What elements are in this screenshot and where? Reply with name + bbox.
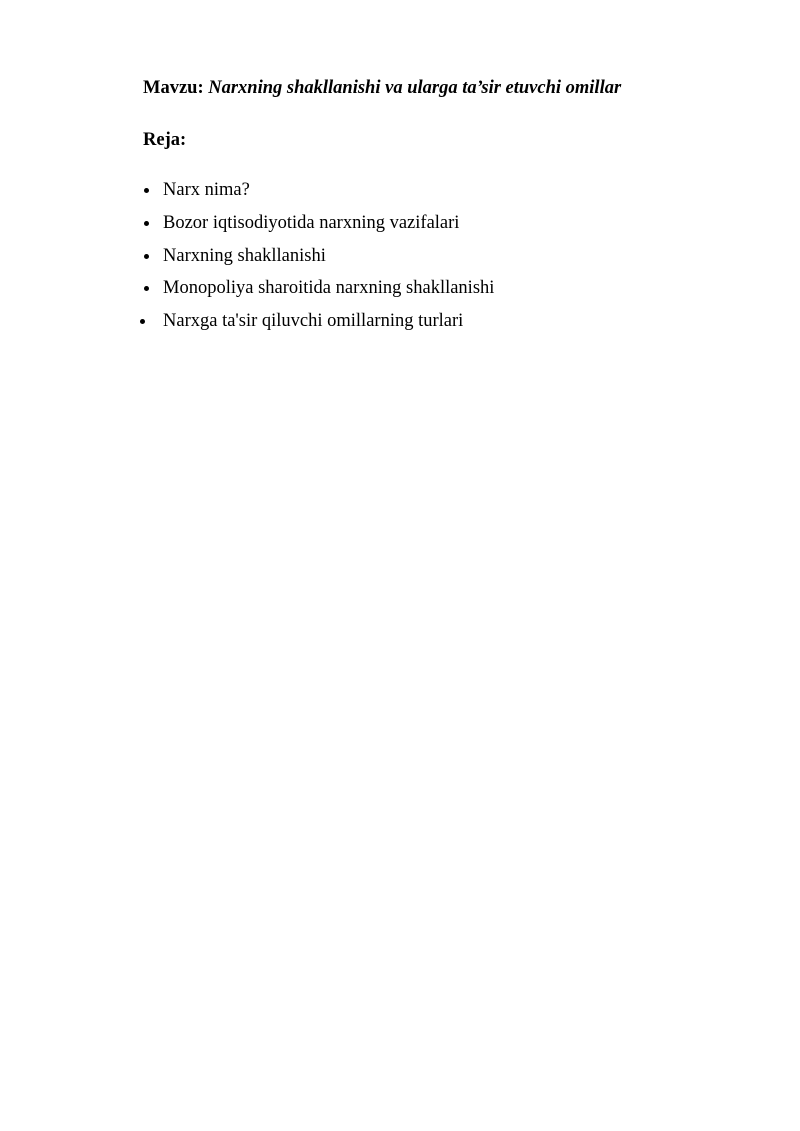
list-item-text: Narxga ta'sir qiluvchi omillarning turlari: [163, 311, 464, 331]
bullet-icon: [144, 188, 149, 193]
topic-line: [143, 76, 621, 100]
list-item-text: Narx nima?: [163, 180, 250, 200]
list-item-text: Narxning shakllanishi: [163, 246, 326, 266]
list-item-text: Monopoliya sharoitida narxning shakllanishi: [163, 278, 495, 298]
bullet-icon: [144, 221, 149, 226]
bullet-icon: [144, 254, 149, 259]
plan-heading: Reja:: [143, 130, 187, 150]
topic-label: Mavzu:: [143, 78, 204, 98]
list-item-text: Bozor iqtisodiyotida narxning vazifalari: [163, 213, 460, 233]
bullet-icon: [140, 319, 145, 324]
topic-title: Narxning shakllanishi va ularga ta’sir etuvchi omillar: [208, 78, 622, 98]
bullet-icon: [144, 286, 149, 291]
